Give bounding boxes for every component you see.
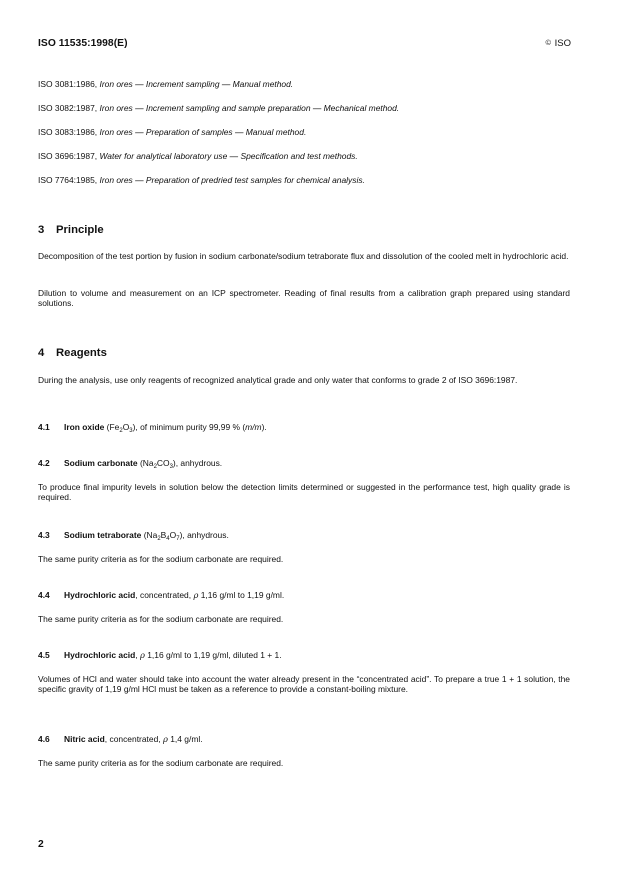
subclause-number: 4.5: [38, 650, 50, 660]
reagents-intro: During the analysis, use only reagents of recognized analytical grade and only water that conforms to grade 2 of ISO 3696:1987.: [38, 375, 518, 385]
reagent-spec: 1,16 g/ml to 1,19 g/ml.: [198, 590, 285, 600]
reagent-spec: , concentrated,: [104, 734, 163, 744]
reference-code: ISO 3081:1986,: [38, 79, 98, 89]
subclause-4-5: [38, 650, 570, 660]
reference-title: Iron ores — Increment sampling and sample preparation — Mechanical method.: [99, 103, 400, 113]
reagent-spec: 1,4 g/ml.: [167, 734, 203, 744]
formula-subscript: 4: [166, 536, 170, 542]
section-title: Reagents: [56, 347, 107, 359]
formula-part: B: [160, 530, 167, 540]
formula-subscript: 3: [169, 464, 173, 470]
reagent-spec: 1,16 g/ml to 1,19 g/ml, diluted 1 + 1.: [144, 650, 282, 660]
subclause-number: 4.1: [38, 422, 50, 432]
subclause-4-5-note: Volumes of HCl and water should take into account the water already present in the “concentrated acid”. To prepare a true 1 + 1 solution, the specific gravity of 1,19 g/ml HCl must be taken as a reference to provide a constant-boiling mixture.: [38, 674, 570, 695]
subclause-4-6: [38, 734, 570, 744]
formula-part: O: [169, 530, 177, 540]
reagent-spec: ).: [261, 422, 267, 432]
section-title: Principle: [56, 224, 104, 236]
copyright-symbol: ©: [545, 38, 551, 47]
reagent-spec: , anhydrous.: [175, 458, 223, 468]
reference-title: Iron ores — Increment sampling — Manual method.: [99, 79, 294, 89]
section-number: 3: [38, 224, 45, 236]
reference-title: Iron ores — Preparation of predried test samples for chemical analysis.: [99, 175, 365, 185]
formula-subscript: 3: [129, 428, 133, 434]
subclause-number: 4.2: [38, 458, 50, 468]
formula-part: (Na: [137, 458, 154, 468]
reagent-name: Nitric acid: [64, 734, 105, 744]
reagent-name: Hydrochloric acid: [64, 650, 136, 660]
reference-title: Water for analytical laboratory use — Specification and test methods.: [99, 151, 358, 161]
subclause-4-4: [38, 590, 570, 600]
reference-item: [38, 127, 570, 137]
formula-part: ): [132, 422, 136, 432]
density-symbol: ρ: [193, 590, 199, 600]
subclause-4-2: [38, 458, 570, 468]
reagent-name: Hydrochloric acid: [64, 590, 136, 600]
reference-item: [38, 103, 570, 113]
reference-item: [38, 79, 570, 89]
reagent-name: Sodium carbonate: [64, 458, 138, 468]
subclause-4-3: [38, 530, 570, 540]
reference-title: Iron ores — Preparation of samples — Manual method.: [99, 127, 307, 137]
formula-part: O: [122, 422, 130, 432]
subclause-number: 4.6: [38, 734, 50, 744]
subclause-number: 4.4: [38, 590, 50, 600]
formula-subscript: 2: [157, 536, 161, 542]
formula-subscript: 2: [119, 428, 123, 434]
reference-item: [38, 175, 570, 185]
formula-part: CO: [156, 458, 170, 468]
reference-code: ISO 7764:1985,: [38, 175, 98, 185]
principle-paragraph-2: Dilution to volume and measurement on an ICP spectrometer. Reading of final results from a calibration graph prepared using standard solutions.: [38, 288, 570, 309]
reference-item: [38, 151, 570, 161]
copyright-owner: ISO: [554, 38, 571, 49]
reagent-name: Iron oxide: [64, 422, 105, 432]
density-symbol: ρ: [162, 734, 168, 744]
subclause-4-2-note: To produce final impurity levels in solution below the detection limits determined or suggested in the performance test, high quality grade is required.: [38, 482, 570, 503]
copyright-notice: [546, 38, 571, 49]
section-4-heading: [38, 347, 107, 359]
section-3-heading: [38, 224, 104, 236]
page-number: 2: [38, 839, 44, 850]
unit-italic: m/m: [245, 422, 262, 432]
reagent-spec: ,: [135, 650, 140, 660]
reference-code: ISO 3083:1986,: [38, 127, 98, 137]
subclause-4-4-note: The same purity criteria as for the sodium carbonate are required.: [38, 614, 284, 624]
principle-paragraph-1: Decomposition of the test portion by fusion in sodium carbonate/sodium tetraborate flux and dissolution of the cooled melt in hydrochloric acid.: [38, 251, 569, 261]
formula-part: (Fe: [104, 422, 120, 432]
subclause-number: 4.3: [38, 530, 50, 540]
reference-code: ISO 3082:1987,: [38, 103, 98, 113]
subclause-4-6-note: The same purity criteria as for the sodium carbonate are required.: [38, 758, 284, 768]
standard-designation: ISO 11535:1998(E): [38, 38, 128, 49]
subclause-4-1: [38, 422, 570, 432]
section-number: 4: [38, 347, 45, 359]
formula-subscript: 2: [153, 464, 157, 470]
formula-part: ): [172, 458, 176, 468]
formula-subscript: 7: [176, 536, 180, 542]
subclause-4-3-note: The same purity criteria as for the sodium carbonate are required.: [38, 554, 284, 564]
reagent-spec: , concentrated,: [135, 590, 194, 600]
density-symbol: ρ: [139, 650, 145, 660]
reference-code: ISO 3696:1987,: [38, 151, 98, 161]
reagent-name: Sodium tetraborate: [64, 530, 142, 540]
formula-part: ): [179, 530, 183, 540]
reagent-spec: , anhydrous.: [182, 530, 229, 540]
formula-part: (Na: [141, 530, 158, 540]
reagent-spec: , of minimum purity 99,99 % (: [135, 422, 246, 432]
